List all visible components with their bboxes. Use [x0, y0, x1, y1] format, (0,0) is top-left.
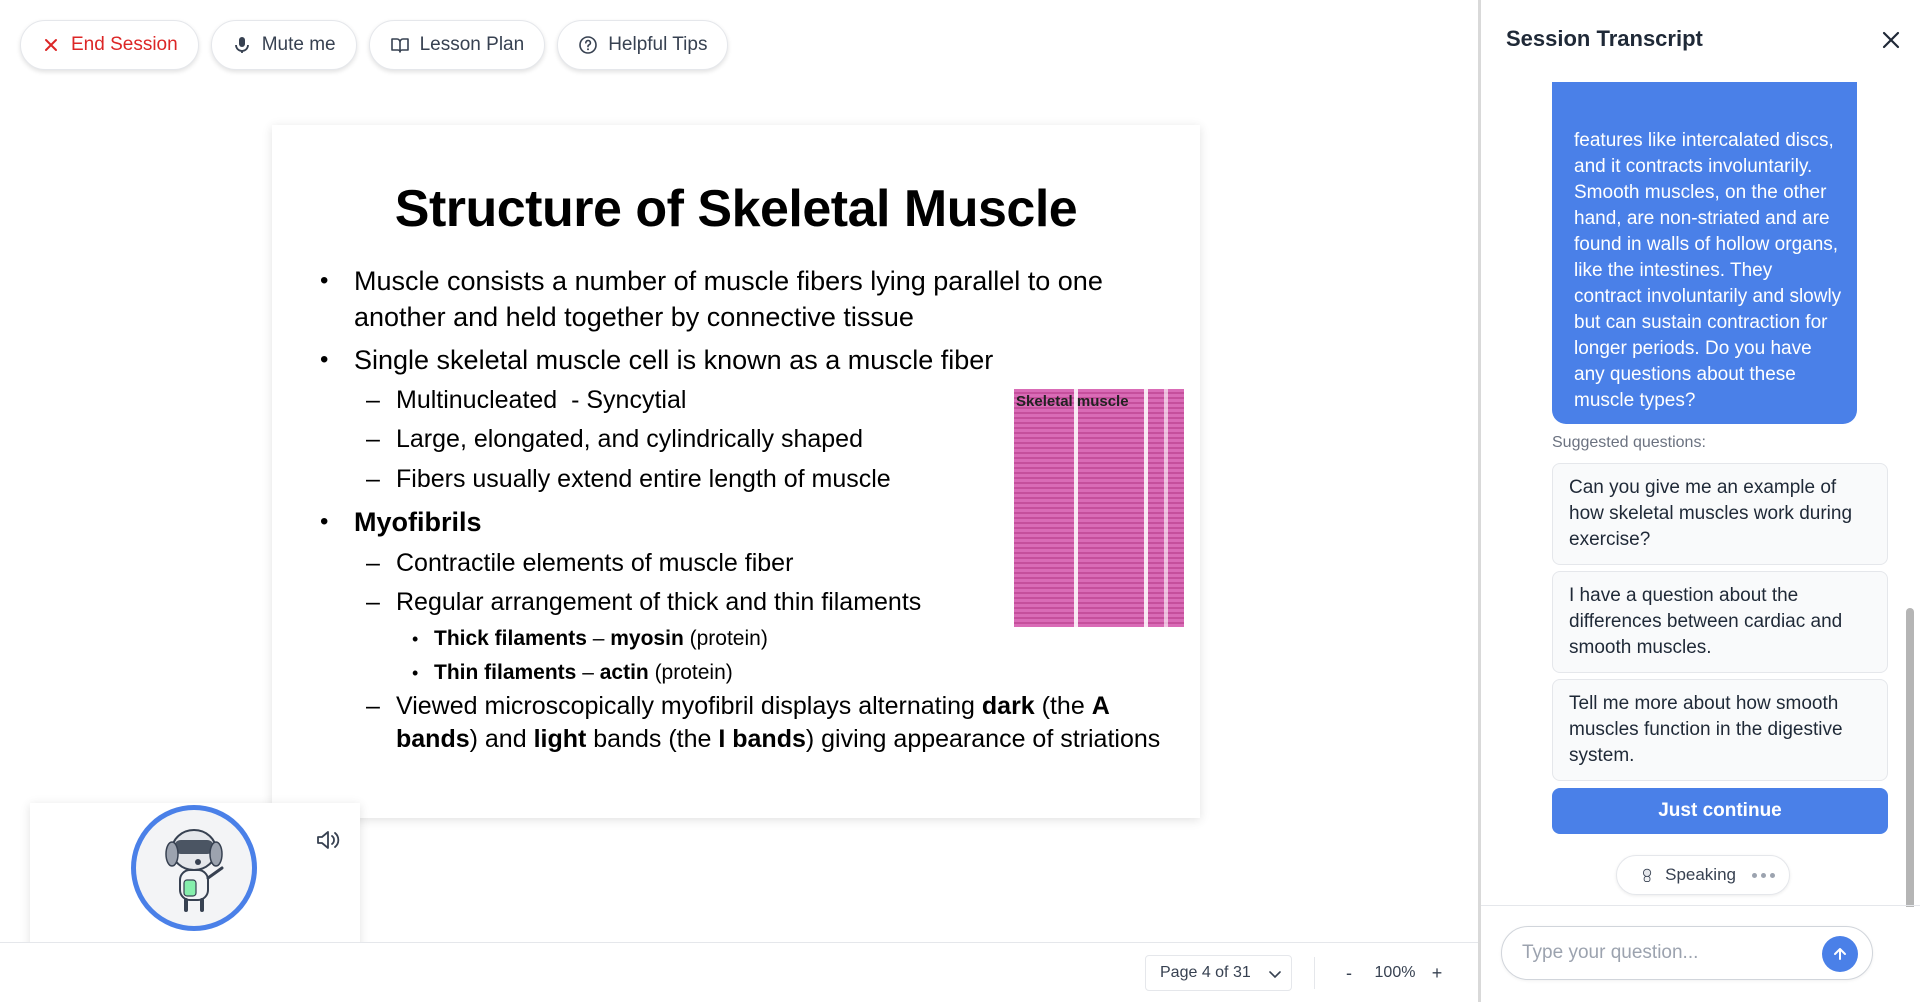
- speaking-indicator: [1616, 855, 1790, 895]
- filament-label: Thin filaments: [434, 661, 577, 684]
- lesson-slide: [272, 125, 1200, 818]
- transcript-panel: [1478, 0, 1920, 1002]
- suggested-question[interactable]: Can you give me an example of how skeletal muscles work during exercise?: [1552, 463, 1888, 565]
- question-input-area: [1481, 905, 1920, 1002]
- transcript-body: [1481, 82, 1920, 907]
- bullet-dot: •: [320, 508, 329, 535]
- question-input[interactable]: [1501, 926, 1873, 980]
- image-label: Skeletal muscle: [1016, 393, 1129, 410]
- speaker-icon: [312, 825, 342, 855]
- slide-subsubbullet-text: [434, 625, 1034, 653]
- just-continue-button[interactable]: Just continue: [1552, 788, 1888, 834]
- protein-name: myosin: [610, 627, 684, 650]
- typing-dots: [1752, 873, 1775, 878]
- slide-subbullet-text: [396, 690, 1186, 756]
- text-run: bands: [396, 725, 470, 753]
- text-run: I bands: [718, 725, 806, 753]
- microphone-icon: [232, 35, 252, 55]
- lesson-plan-button[interactable]: [369, 20, 546, 70]
- bullet-dot: •: [412, 663, 419, 683]
- bullet-dash: –: [366, 425, 380, 453]
- chevron-down-icon: [1267, 966, 1283, 982]
- slide-subbullet-text: Fibers usually extend entire length of muscle: [396, 465, 891, 493]
- slide-subbullet-text: Large, elongated, and cylindrically shaped: [396, 425, 863, 453]
- bullet-dash: –: [366, 692, 380, 720]
- tutor-message-text: features like intercalated discs, and it contracts involuntarily. Smooth muscles, on the other hand, are non-striated and are found in walls of hollow organs, like the intestines. They contract involuntarily and slowly but can sustain contraction for longer periods. Do you have any questions about these muscle types?: [1574, 130, 1842, 411]
- bullet-dot: •: [320, 267, 329, 294]
- text-run: ) and: [469, 725, 534, 753]
- slide-title: Structure of Skeletal Muscle: [394, 180, 1078, 238]
- text-run: Viewed microscopically myofibril displays alternating: [396, 692, 982, 720]
- protein-note: (protein): [683, 627, 768, 650]
- end-session-label: End Session: [71, 34, 178, 55]
- arrow-up-icon: [1830, 944, 1850, 964]
- send-button[interactable]: [1822, 936, 1858, 972]
- slide-text-line: Muscle consists a number of muscle fibers lying parallel to one: [354, 266, 1103, 296]
- slide-bullet-text: Single skeletal muscle cell is known as a muscle fiber: [354, 345, 994, 375]
- lesson-plan-label: Lesson Plan: [419, 34, 525, 55]
- slide-bullet-text: Myofibrils: [354, 507, 482, 537]
- filament-label: Thick filaments: [434, 627, 587, 650]
- tutor-message-bubble: [1552, 82, 1857, 424]
- bullet-dash: –: [366, 549, 380, 577]
- end-session-button[interactable]: [20, 20, 199, 70]
- book-icon: [390, 35, 410, 55]
- text-run: (the: [1034, 692, 1092, 720]
- zoom-out-button[interactable]: -: [1346, 962, 1352, 983]
- slide-subbullet-text: Multinucleated - Syncytial: [396, 386, 687, 414]
- text-run: dark: [981, 692, 1035, 720]
- bullet-dot: •: [320, 346, 329, 373]
- suggested-questions-label: Suggested questions:: [1552, 434, 1706, 451]
- bullet-dash: –: [366, 588, 380, 616]
- suggested-question[interactable]: I have a question about the differences between cardiac and smooth muscles.: [1552, 571, 1888, 673]
- transcript-header: [1481, 0, 1920, 82]
- mute-button[interactable]: [211, 20, 357, 70]
- close-icon: [41, 35, 61, 55]
- protein-note: (protein): [648, 661, 733, 684]
- zoom-level: 100%: [1374, 964, 1416, 981]
- bullet-dash: –: [366, 465, 380, 493]
- zoom-in-button[interactable]: +: [1431, 962, 1443, 983]
- text-separator: –: [586, 627, 611, 650]
- slide-text-line: another and held together by connective tissue: [354, 302, 914, 332]
- session-toolbar: [20, 20, 728, 70]
- slide-subsubbullet-text: [434, 659, 1034, 687]
- suggested-question[interactable]: Tell me more about how smooth muscles function in the digestive system.: [1552, 679, 1888, 781]
- helpful-tips-button[interactable]: [557, 20, 728, 70]
- text-separator: –: [576, 661, 600, 684]
- protein-name: actin: [599, 661, 649, 684]
- text-run: ) giving appearance of striations: [805, 725, 1161, 753]
- text-run: A: [1091, 692, 1110, 720]
- slide-subbullet-text: Contractile elements of muscle fiber: [396, 549, 794, 577]
- bullet-dash: –: [366, 386, 380, 414]
- bullet-dot: •: [412, 629, 419, 649]
- skeletal-muscle-image: [1014, 389, 1184, 627]
- page-select[interactable]: [1145, 955, 1292, 991]
- close-icon: [1877, 26, 1905, 54]
- mute-label: Mute me: [261, 34, 336, 55]
- divider: [1314, 957, 1315, 989]
- text-run: bands (the: [586, 725, 719, 753]
- robot-dog-mascot-icon: [136, 810, 252, 926]
- slide-subbullet-text: Regular arrangement of thick and thin filaments: [396, 588, 922, 616]
- slide-bullet-text: [354, 263, 1154, 335]
- text-run: light: [533, 725, 587, 753]
- help-circle-icon: [578, 35, 598, 55]
- speaking-label: Speaking: [1665, 865, 1736, 884]
- volume-button[interactable]: [312, 825, 342, 855]
- transcript-title: Session Transcript: [1506, 26, 1703, 51]
- transcript-scrollbar[interactable]: [1906, 608, 1914, 907]
- tutor-avatar: [131, 805, 257, 931]
- page-indicator: Page 4 of 31: [1160, 964, 1251, 981]
- slide-controls-bar: [0, 942, 1478, 1002]
- helpful-tips-label: Helpful Tips: [608, 34, 708, 55]
- close-transcript-button[interactable]: [1877, 26, 1905, 54]
- mascot-icon: [1639, 864, 1655, 886]
